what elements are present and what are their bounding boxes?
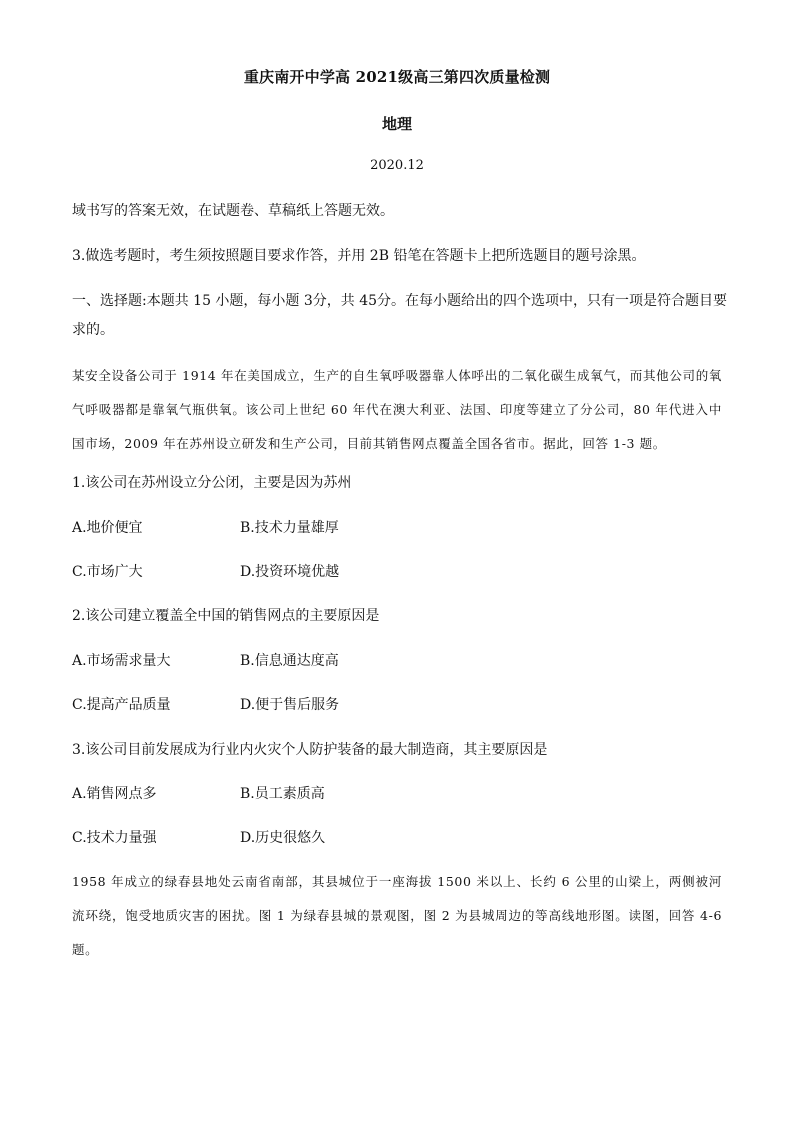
question-3-option-c: C.技术力量强: [72, 830, 157, 846]
question-1-option-d: D.投资环境优越: [240, 564, 340, 580]
question-1-option-b: B.技术力量雄厚: [240, 520, 339, 536]
passage-1: 某安全设备公司于 1914 年在美国成立，生产的自生氧呼吸器靠人体呼出的二氧化碳生成氧气，而其他公司的氧气呼吸器都是靠氧气瓶供氧。该公司上世纪 60 年代在澳大利亚、法国、印度等建立了分公司，80 年代进入中国市场，2009 年在苏州设立研发和生产公司，目前其销售网点覆盖全国各省市。据此，回答 1-3 题。: [72, 368, 722, 451]
question-2-option-c: C.提高产品质量: [72, 697, 171, 713]
instruction-line-1: 域书写的答案无效，在试题卷、草稿纸上答题无效。: [72, 203, 394, 219]
question-3-option-b: B.员工素质高: [240, 786, 325, 802]
question-2-option-a: A.市场需求量大: [72, 653, 171, 669]
question-1-option-a: A.地价便宜: [72, 520, 143, 536]
question-1-option-c: C.市场广大: [72, 564, 143, 580]
exam-title: 重庆南开中学高 2021级高三第四次质量检测: [243, 68, 551, 86]
question-2-option-d: D.便于售后服务: [240, 697, 340, 713]
question-2-stem: 2.该公司建立覆盖全中国的销售网点的主要原因是: [72, 608, 380, 624]
instruction-line-2: 3.做选考题时，考生须按照题目要求作答，并用 2B 铅笔在答题卡上把所选题目的题号涂黑。: [72, 248, 646, 264]
exam-date: 2020.12: [370, 158, 424, 173]
passage-2: 1958 年成立的绿春县地处云南省南部，其县城位于一座海拔 1500 米以上、长约 6 公里的山梁上，两侧被河流环绕，饱受地质灾害的困扰。图 1 为绿春县城的景观图，图 2 为县城周边的等高线地形图。读图，回答 4-6 题。: [72, 874, 722, 957]
question-3-stem: 3.该公司目前发展成为行业内火灾个人防护装备的最大制造商，其主要原因是: [72, 742, 548, 758]
question-2-option-b: B.信息通达度高: [240, 653, 339, 669]
question-1-stem: 1.该公司在苏州设立分公闭，主要是因为苏州: [72, 475, 352, 491]
question-3-option-a: A.销售网点多: [72, 786, 157, 802]
question-3-option-d: D.历史很悠久: [240, 830, 326, 846]
exam-subject: 地理: [381, 115, 412, 133]
section-header: 一、选择题:本题共 15 小题，每小题 3分，共 45分。在每小题给出的四个选项中，只有一项是符合题目要求的。: [72, 293, 728, 338]
